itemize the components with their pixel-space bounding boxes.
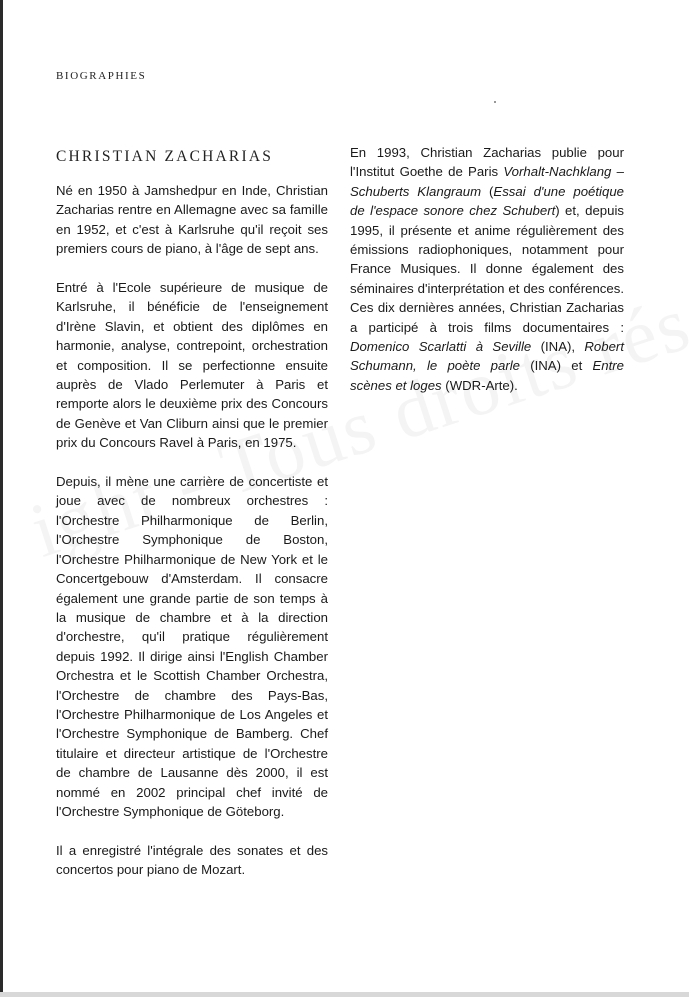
text-run: (WDR-Arte).: [441, 377, 518, 393]
title-domenico-scarlatti: Domenico Scarlatti à Seville: [350, 339, 532, 355]
bio-paragraph-career: Depuis, il mène une carrière de concertiste et joue avec de nombreux orchestres : l'Orchestre Philharmonique de Berlin, l'Orchestre Symphonique de Boston, l'Orchestre Philharmonique de New York et le Concertgebouw d'Amsterdam. Il consacre également une grande partie de son temps à la musique de chambre et à la direction d'orchestre, qu'il pratique régulièrement depuis 1992. Il dirige ainsi l'English Chamber Orchestra et le Scottish Chamber Orchestra, l'Orchestre de chambre des Pays-Bas, l'Orchestre Philharmonique de Los Angeles et l'Orchestre Symphonique de Bamberg. Chef titulaire et directeur artistique de l'Orchestre de chambre de Lausanne dès 2000, il est nommé en 2002 principal chef invité de l'Orchestre Symphonique de Göteborg.: [56, 474, 328, 819]
text-run: (: [481, 183, 494, 199]
title-entre-scenes: Entre scènes et loges: [350, 358, 624, 393]
biography-column-left: [56, 147, 328, 880]
biography-column-right: [350, 143, 624, 395]
bio-paragraph-birth: Né en 1950 à Jamshedpur en Inde, Christian Zacharias rentre en Allemagne avec sa famille en 1952, et c'est à Karlsruhe qu'il reçoit ses premiers cours de piano, à l'âge de sept ans.: [56, 183, 328, 257]
page-edge-bottom: [0, 992, 689, 997]
text-run: (INA),: [531, 339, 585, 355]
bio-paragraph-recordings: Il a enregistré l'intégrale des sonates et des concertos pour piano de Mozart.: [56, 842, 328, 878]
title-vorhalt-nachklang: Vorhalt-Nachklang – Schuberts Klangraum: [350, 164, 624, 199]
text-run: ) et, depuis 1995, il présente et anime régulièrement des émissions radiophoniques, notamment pour France Musiques. Il donne également des séminaires d'interprétation et des conférences. Ces dix dernières années, Christian Zacharias a participé à trois films documentaires :: [350, 203, 624, 335]
text-run: (INA) et: [520, 358, 593, 374]
title-robert-schumann: Robert Schumann, le poète parle: [350, 339, 624, 374]
text-run: En 1993, Christian Zacharias publie pour l'Institut Goethe de Paris: [350, 145, 624, 180]
section-header: BIOGRAPHIES: [56, 70, 147, 82]
page-speck: [494, 101, 496, 103]
page-edge-left: [0, 0, 3, 997]
title-essai-poetique: Essai d'une poétique de l'espace sonore chez Schubert: [350, 183, 624, 219]
bio-paragraph-studies: Entré à l'Ecole supérieure de musique de Karlsruhe, il bénéficie de l'enseignement d'Irène Slavin, et obtient des diplômes en harmonie, analyse, contrepoint, orchestration et composition. Il se perfectionne ensuite auprès de Vlado Perlemuter à Paris et remporte alors le deuxième prix des Concours de Genève et Van Cliburn ainsi que le premier prix du Concours Ravel à Paris, en 1975.: [56, 280, 328, 451]
bio-paragraph-publications: [350, 143, 624, 395]
artist-name-heading: CHRISTIAN ZACHARIAS: [56, 148, 274, 165]
